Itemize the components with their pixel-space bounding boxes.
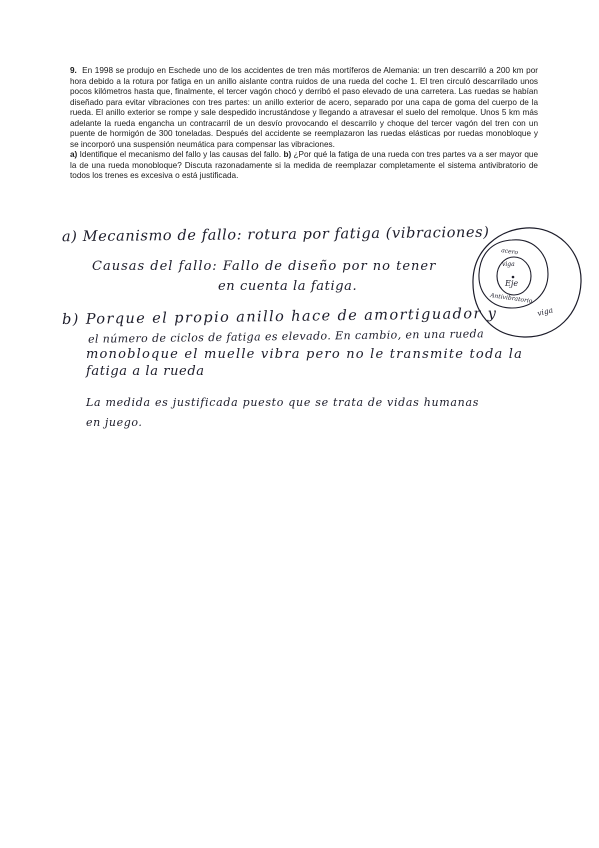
label-center: Eje (505, 279, 519, 288)
question-number: 9. (70, 66, 77, 75)
part-b-text: ¿Por qué la fatiga de una rueda con tres partes va a ser mayor que la de una rueda monobloque? Discuta razonadamente si la medida de reemplazar completamente el sistema antivibratorio de todos los trenes es excesiva o está justificada. (70, 150, 539, 180)
question-body: En 1998 se produjo en Eschede uno de los accidentes de tren más mortíferos de Alemania: un tren descarriló a 200 km por hora debido a la rotura por fatiga en un anillo aislante contra ruidos de una rueda del coche 1. El tren circuló descarrilado unos pocos kilómetros hasta que, finalmente, el tercer vagón chocó y derribó el paso elevado de una carretera. Las ruedas se habían diseñado para evitar vibraciones con tres partes: un anillo exterior de acero, separado por una capa de goma del cuerpo de la rueda. El anillo exterior se rompe y sale despedido incrustándose y llegando a atravesar el suelo del remolque. Unos 5 km más adelante la rueda engancha un contracarril de un desvío provocando el descarrilo y choque del tercer vagón del tren con un puente de hormigón de 300 toneladas. Después del accidente se reemplazaron las ruedas elásticas por ruedas monobloque y se incorporó una suspensión neumática para compensar las vibraciones. (70, 66, 538, 149)
question-text (70, 66, 538, 182)
outer-ring (473, 228, 581, 337)
part-a-text: Identifique el mecanismo del fallo y las causas del fallo. (79, 150, 282, 159)
answer-b-line4: fatiga a la rueda (86, 364, 205, 379)
part-b-label: b) (283, 150, 292, 159)
label-outer-top: acero (500, 247, 519, 257)
wheel-sketch (468, 224, 586, 342)
label-viga: viga (502, 261, 515, 268)
answer-b-line2: el número de ciclos de fatiga es elevado. En cambio, en una rueda (87, 327, 485, 346)
question-block (70, 66, 538, 182)
answer-b-line6: en juego. (86, 416, 143, 429)
answer-b-line5: La medida es justificada puesto que se trata de vidas humanas (86, 396, 480, 409)
part-a-label: a) (70, 150, 78, 159)
answer-a-line3: en cuenta la fatiga. (218, 279, 358, 294)
label-outer-bottom: viga (536, 305, 554, 318)
answer-a-line1: a) Mecanismo de fallo: rotura por fatiga (vibraciones) (61, 224, 490, 246)
label-antivibratorio: Antivibratorio (489, 292, 533, 305)
axle-dot (512, 276, 515, 279)
answer-a-line2: Causas del fallo: Fallo de diseño por no tener (92, 259, 437, 274)
answer-b-line1: b) Porque el propio anillo hace de amortiguador y (61, 305, 498, 329)
answer-b-line3: monobloque el muelle vibra pero no le transmite toda la (86, 347, 524, 362)
